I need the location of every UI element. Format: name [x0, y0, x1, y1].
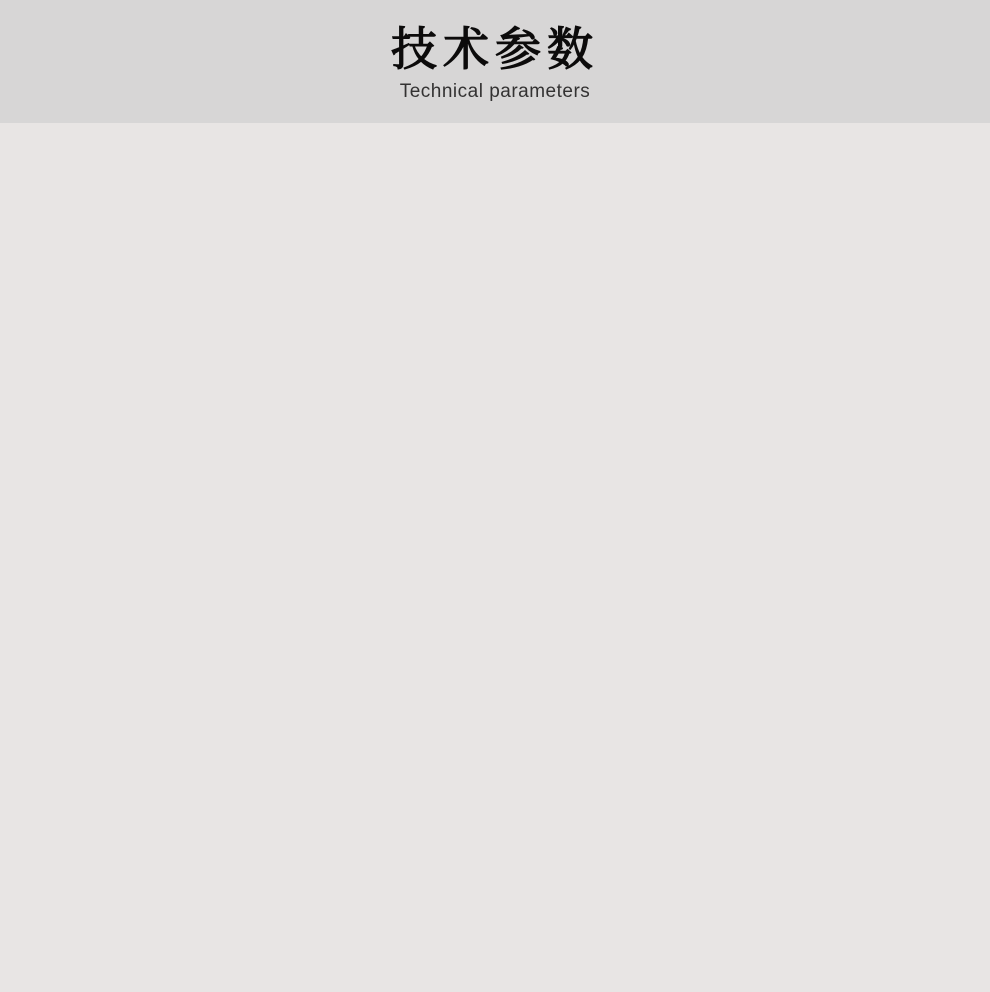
- header: [0, 0, 990, 123]
- page-title: 技术参数: [391, 23, 599, 75]
- page-subtitle: Technical parameters: [399, 81, 591, 103]
- page: [0, 0, 990, 165]
